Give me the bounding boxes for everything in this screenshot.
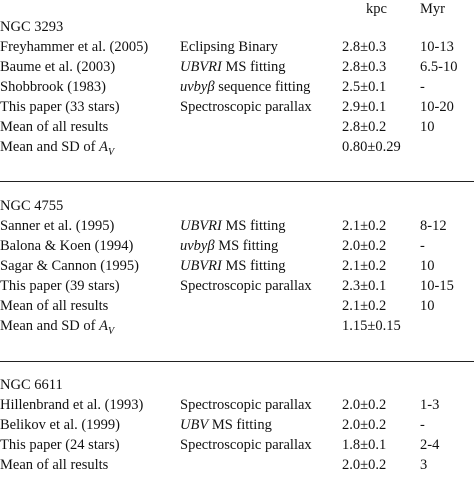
reference-text: Sanner et al. (1995)	[0, 218, 115, 234]
method-photometric-system: uvbyβ	[180, 79, 215, 95]
distance-kpc-cell: 2.9±0.1	[342, 99, 387, 115]
distance-kpc-cell: 2.0±0.2	[342, 397, 387, 413]
method-photometric-system: UBVRI	[180, 218, 222, 234]
distance-kpc-cell: 2.0±0.2	[342, 238, 387, 254]
distance-kpc-cell: 2.8±0.3	[342, 59, 387, 75]
reference-cell	[0, 258, 139, 275]
reference-cell	[0, 417, 120, 434]
distance-kpc-cell: 1.15±0.15	[342, 318, 401, 334]
section-divider	[0, 181, 474, 182]
table-row	[0, 59, 474, 79]
age-myr-cell: -	[420, 238, 425, 254]
table-row	[0, 79, 474, 99]
distance-kpc-cell: 2.8±0.3	[342, 39, 387, 55]
table-row	[0, 457, 474, 477]
method-text: MS fitting	[221, 59, 286, 75]
cluster-name: NGC 3293	[0, 19, 64, 35]
reference-cell	[0, 119, 108, 136]
table-row	[0, 258, 474, 278]
method-photometric-system: UBVRI	[180, 59, 222, 75]
reference-text: Baume et al. (2003)	[0, 59, 116, 75]
cluster-name: NGC 4755	[0, 198, 64, 214]
method-cell	[180, 397, 312, 414]
distance-kpc-cell: 2.5±0.1	[342, 79, 387, 95]
column-header-kpc: kpc	[366, 1, 387, 17]
reference-text: Mean of all results	[0, 457, 109, 473]
table-row	[0, 99, 474, 119]
cluster-name-row	[0, 198, 474, 218]
age-myr-cell: -	[420, 79, 425, 95]
method-text: Spectroscopic parallax	[180, 99, 312, 115]
reference-text: This paper (24 stars)	[0, 437, 120, 453]
method-text: sequence fitting	[214, 79, 311, 95]
method-text: Spectroscopic parallax	[180, 278, 312, 294]
method-text: Spectroscopic parallax	[180, 397, 312, 413]
reference-cell	[0, 79, 106, 96]
reference-cell	[0, 218, 114, 235]
age-myr-cell: 10	[420, 258, 435, 274]
reference-subscript: V	[107, 146, 115, 158]
reference-cell	[0, 59, 115, 76]
reference-subscript: V	[107, 325, 115, 337]
cluster-name-row	[0, 377, 474, 397]
method-text: MS fitting	[221, 258, 286, 274]
method-photometric-system: UBVRI	[180, 258, 222, 274]
reference-cell	[0, 139, 114, 158]
method-cell	[180, 218, 286, 235]
distance-kpc-cell: 2.1±0.2	[342, 218, 387, 234]
table-row	[0, 298, 474, 318]
table-row	[0, 119, 474, 139]
table-row	[0, 278, 474, 298]
cluster-name: NGC 6611	[0, 377, 63, 393]
reference-cell	[0, 238, 133, 255]
reference-cell	[0, 437, 120, 454]
section-divider	[0, 361, 474, 362]
method-text: MS fitting	[208, 417, 272, 433]
age-myr-cell: -	[420, 417, 425, 433]
reference-text: This paper (33 stars)	[0, 99, 120, 115]
method-photometric-system: uvbyβ	[180, 238, 215, 254]
method-text: MS fitting	[221, 218, 286, 234]
distance-kpc-cell: 0.80±0.29	[342, 139, 401, 155]
reference-cell	[0, 99, 120, 116]
method-cell	[180, 238, 278, 255]
age-myr-cell: 10-13	[420, 39, 454, 55]
method-photometric-system: UBV	[180, 417, 209, 433]
reference-text: Belikov et al. (1999)	[0, 417, 121, 433]
table-row	[0, 437, 474, 457]
age-myr-cell: 8-12	[420, 218, 447, 234]
table-row	[0, 397, 474, 417]
table-row	[0, 218, 474, 238]
table-row	[0, 39, 474, 59]
age-myr-cell: 10	[420, 119, 435, 135]
age-myr-cell: 10	[420, 298, 435, 314]
table-row	[0, 417, 474, 437]
age-myr-cell: 10-20	[420, 99, 454, 115]
reference-text: Shobbrook (1983)	[0, 79, 106, 95]
reference-cell	[0, 397, 143, 414]
method-text: Spectroscopic parallax	[180, 437, 312, 453]
table-row	[0, 238, 474, 258]
reference-cell	[0, 278, 120, 295]
reference-text: Balona & Koen (1994)	[0, 238, 134, 254]
method-text: Eclipsing Binary	[180, 39, 278, 55]
method-cell	[180, 437, 312, 454]
reference-text: Mean and SD of A	[0, 139, 108, 155]
reference-text: Hillenbrand et al. (1993)	[0, 397, 144, 413]
reference-text: Mean and SD of A	[0, 318, 108, 334]
distance-kpc-cell: 2.1±0.2	[342, 298, 387, 314]
age-myr-cell: 2-4	[420, 437, 440, 453]
age-myr-cell: 6.5-10	[420, 59, 458, 75]
method-cell	[180, 79, 310, 96]
column-header-myr: Myr	[420, 1, 445, 17]
reference-cell	[0, 298, 108, 315]
distance-kpc-cell: 2.1±0.2	[342, 258, 387, 274]
method-cell	[180, 99, 312, 116]
reference-cell	[0, 39, 148, 56]
age-myr-cell: 3	[420, 457, 428, 473]
method-cell	[180, 59, 286, 76]
distance-kpc-cell: 1.8±0.1	[342, 437, 387, 453]
reference-cell	[0, 318, 114, 337]
cluster-name-row	[0, 19, 474, 39]
table-row	[0, 318, 474, 338]
distance-kpc-cell: 2.3±0.1	[342, 278, 387, 294]
reference-cell	[0, 457, 108, 474]
distance-kpc-cell: 2.0±0.2	[342, 417, 387, 433]
method-cell	[180, 258, 286, 275]
reference-text: Sagar & Cannon (1995)	[0, 258, 139, 274]
reference-text: Mean of all results	[0, 119, 109, 135]
reference-text: Mean of all results	[0, 298, 109, 314]
reference-text: Freyhammer et al. (2005)	[0, 39, 149, 55]
distance-kpc-cell: 2.8±0.2	[342, 119, 387, 135]
method-cell	[180, 278, 312, 295]
distance-kpc-cell: 2.0±0.2	[342, 457, 387, 473]
table-row	[0, 139, 474, 159]
age-myr-cell: 1-3	[420, 397, 440, 413]
method-cell	[180, 39, 278, 56]
age-myr-cell: 10-15	[420, 278, 454, 294]
method-cell	[180, 417, 272, 434]
method-text: MS fitting	[214, 238, 279, 254]
reference-text: This paper (39 stars)	[0, 278, 120, 294]
